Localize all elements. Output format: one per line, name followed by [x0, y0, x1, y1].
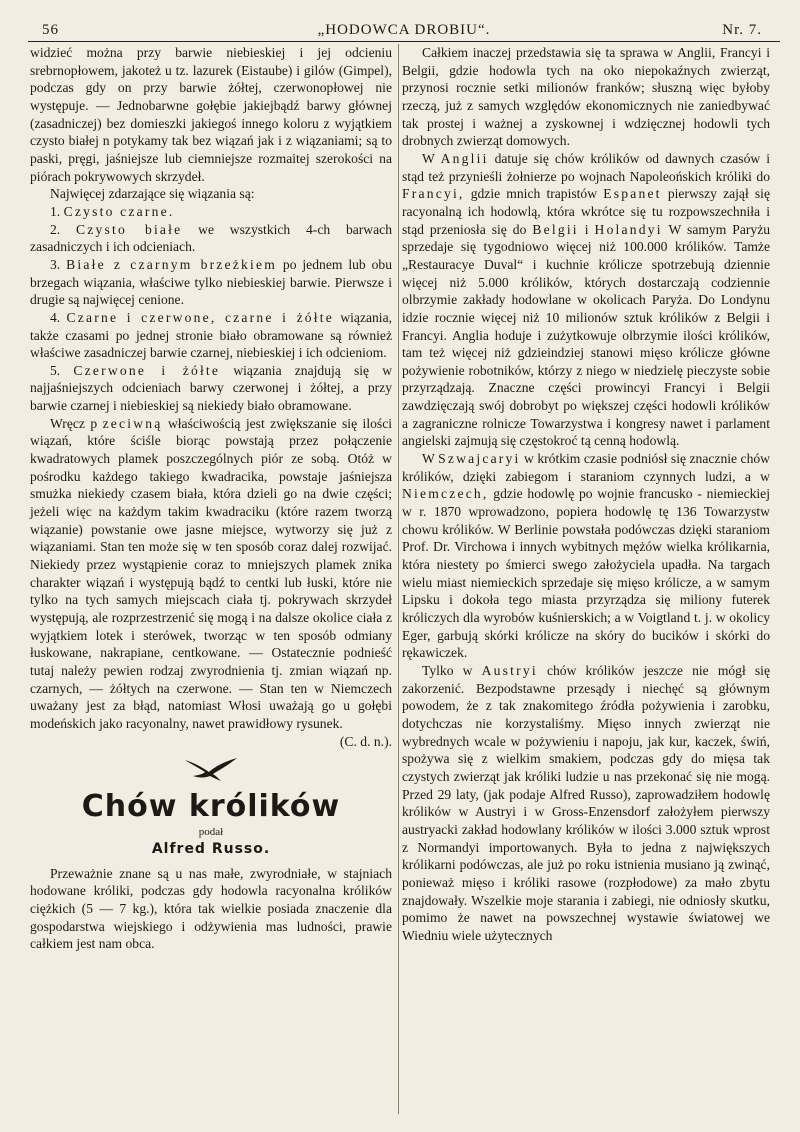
byline: podał — [198, 825, 224, 838]
swallow-icon — [183, 756, 239, 782]
page-number: 56 — [42, 22, 59, 38]
list-item-2: 2. Czysto białe we wszystkich 4-ch barwach zasadniczych i ich odcieniach. — [30, 221, 392, 255]
author-name: Alfred Russo. — [151, 840, 271, 857]
list-item-4: 4. Czarne i czerwone, czarne i żółte wiązania, także czasami po jednej stronie biało obramowane są również właściwe zasadniczej barwie czarnej, niebieskiej i ich odcieniom. — [30, 309, 393, 361]
paragraph: widzieć można przy barwie niebieskiej i jej odcieniu srebrnopłowem, jakoteż u tz. lazurek (Eistaube) i gilów (Gimpel), podczas gdy on przy barwie żółtej, czerwonopłowej nie występuje. — Jednobarwne gołębie jakiejbądź barwy głównej (zasadniczej) bez domieszki jakiegoś innego koloru z wyjątkiem czysto białej n potykamy tak bez wiązań jak i z wiązaniami; są to paski, pręgi, jaśniejsze lub ciemniejsze rozmaitej szerokości na piórach pokrywowych skrzydeł. — [30, 45, 392, 184]
paragraph: W Anglii datuje się chów królików od dawnych czasów i stąd też przynieśli żołnierze po wojnach Napoleońskich króliki do Francyi, gdzie mnich trapistów Espanet pierwszy zajął się racyonalną ich hodowlą, która wkrótce się tu rozpowszechniła i stąd przeniosła się do Belgii i Holandyi W samym Paryżu sprzedaje się tygodniowo więcej niż 100.000 królików. Tamże „Restauracye Duval“ i kuchnie królicze spotrzebują dziennie więcej niż 5.000 królików, których dostarczają codziennie olbrzymie zakłady hodowlane w okolicach Paryża. Do Londynu idzie rocznie więcej niż 10 milionów sztuk królików z Belgii i Francyi. Anglia hoduje i zużytkowuje olbrzymie ilości królików, tam też więcej niż gdzieindziej stanowi mięso królicze główne pożywienie robotników, którzy z niego w niedzielę pieczyste sobie przyrządzają. Znaczne części prowincyi Francyi i Belgii zawdzięczają swój dobrobyt po większej części hodowli królików a zagraniczne rolnicze Towarzystwa i kongresy nawet i parlament angielski zajmują się częstokroć tą cenną hodowlą. — [402, 150, 771, 449]
right-column — [402, 44, 770, 944]
journal-title: „HODOWCA DROBIU“. — [317, 22, 491, 38]
paragraph: Wręcz p zeciwną właściwością jest zwiększanie się ilości wiązań, które ściśle biorąc powstają przez połączenie kwadratowych plamek poszczególnych piór ze sobą. Otóż w pośrodku każdego takiego kwadracika, powstaje jaśniejsza smużka niekiedy czasem biała, która dzieli go na dwie części; jeżeli więc na każdym takim kwadraciku (które razem tworzą wiązanie) powstanie owe jasne miejsce, wytworzy się już z wiązaniami. Stan ten może się w ten sposób coraz dalej rozwijać. Niekiedy przez wystąpienie coraz to mniejszych plamek znika charakter wiązań i występują bądź to centki lub łuski, które nie tylko na tych samych miejscach ciała tj. pokrywach skrzydeł występują, ale rozprzestrzenić się mogą i na dalsze okolice ciała z wyjątkiem lotek i sterówek, tworząc w ten sposób odmiany łuskowane, nakrapiane, centkowane. — Ostatecznie podnieść tutaj należy pewien rodzaj zwyrodnienia tj. zmian wiązań np. czarnych, — żółtych na czerwone. — Stan ten w Niemczech uważany jest za błąd, natomiast Włosi uważają go u gołębi modeńskich jako racyonalny, nawet prawidłowy rysunek. — [30, 415, 392, 731]
list-item-1: 1. Czysto czarne. — [50, 203, 175, 219]
list-item-3: 3. Białe z czarnym brzeżkiem po jednem lub obu brzegach wiązania, właściwe tylko niebieskiej barwie. Pierwsze i drugie są najwięcej cenione. — [30, 256, 393, 308]
issue-number: Nr. 7. — [722, 22, 762, 38]
article-heading: Chów królików — [81, 788, 341, 824]
header-rule — [28, 41, 780, 42]
left-column — [30, 44, 392, 953]
paragraph: Tylko w Austryi chów królików jeszcze nie mógł się zakorzenić. Bezpodstawne przesądy i niechęć są głównym powodem, że z tak znakomitego źródła pożywienia i zarobku, dotychczas nie korzystaliśmy. Mięso innych zwierząt nie wybrednych wcale w pożywieniu i napoju, jak kur, kaczek, świń, spożywa się z wielkim smakiem, podczas gdy do mięsa tak czystych zwierząt jak króliki ludzie u nas przekonać się nie mogą. Przed 29 laty, (jak podaje Alfred Russo), zaprowadziłem hodowlę królików w Austryi i w Gross-Enzensdorf założyłem pierwszy austryacki zakład hodowlany królików w ilości 3.000 sztuk wprost z Normandyi importowanych. Była to jedna z największych królikarni podówczas, ale już po roku istnienia musiano ją zwinąć, ponieważ mięso i króliki rasowe (rozpłodowe) za mało zbytu znajdowały. Wszelkie moje starania i zabiegi, nie odniosły skutku, pomimo że nawet na powszechnej wystawie światowej we Wiedniu wiele użytecznych — [402, 662, 770, 943]
column-divider — [398, 44, 399, 1114]
paragraph: W Szwajcaryi w krótkim czasie podniósł się znacznie chów królików, dzięki zabiegom i staraniom czynnych ludzi, a w Niemczech, gdzie hodowlę po wojnie francusko - niemieckiej w r. 1870 wprowadzono, popiera hodowlę tę 136 Towarzystw chowu królików. W Berlinie powstała podówczas dzięki staraniom Prof. Dr. Virchowa i innych wybitnych mężów wielka królikarnia, która niestety po śmierci swego założyciela upadła. Na targach wielu miast niemieckich sprzedaje się mięso królicze, a w samym Lipsku i dokoła tego miasta przyrządza się miliony futerek króliczych dla wyrobów kuśnierskich; a w Voigtland t. j. w okolicy Eger, garbują skórki królicze na skóry do bucików i skórki do rękawiczek. — [402, 451, 771, 661]
list-item-5: 5. Czerwone i żółte wiązania znajdują się w najjaśniejszych odcieniach barwy czerwonej i żółtej, a przy barwie czarnej i niebieskiej są niekiedy biało obramowane. — [30, 362, 393, 414]
paragraph: Przeważnie znane są u nas małe, zwyrodniałe, w stajniach hodowane króliki, podczas gdy hodowla racyonalna królików ciężkich (5 — 7 kg.), która tak wielkie posiada znaczenie dla gospodarstwa wiejskiego i odżywienia mas ludności, prawie całkiem jest nam obca. — [30, 865, 392, 952]
swallow-ornament — [30, 756, 392, 787]
continued-note: (C. d. n.). — [339, 733, 392, 749]
paragraph: Całkiem inaczej przedstawia się ta sprawa w Anglii, Francyi i Belgii, gdzie hodowla tych na oko niepokaźnych zwierząt, przynosi rocznie setki milionów franków; słuszną więc byłoby rzeczą, już z samych względów ekonomicznych nie zaniedbywać tak prostej i ważnej a zyskownej i wdzięcznej hodowli tych drobnych zwierząt domowych. — [402, 45, 770, 149]
list-intro: Najwięcej zdarzające się wiązania są: — [50, 186, 255, 202]
